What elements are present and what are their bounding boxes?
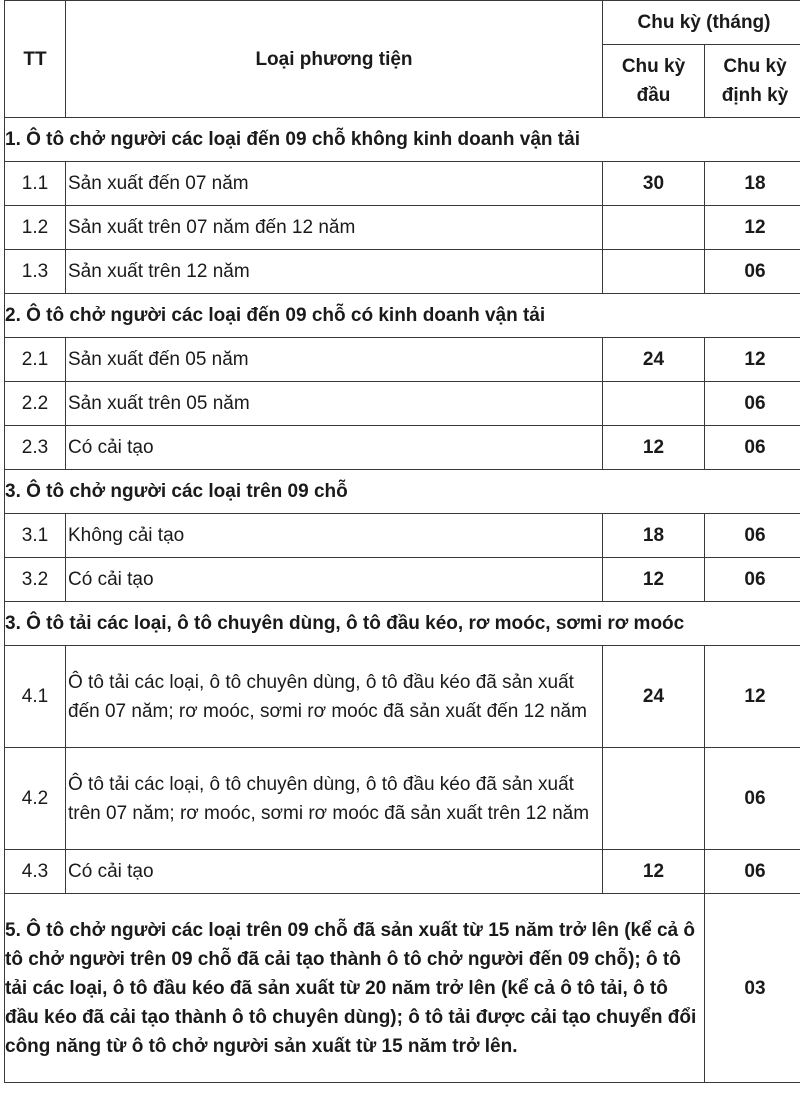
row-number: 2.1	[5, 338, 66, 382]
first-cycle-value	[603, 250, 705, 294]
row-number: 2.2	[5, 382, 66, 426]
first-cycle-value	[603, 382, 705, 426]
first-cycle-value: 12	[603, 426, 705, 470]
section-row	[5, 294, 800, 338]
vehicle-description: Ô tô tải các loại, ô tô chuyên dùng, ô tô đầu kéo đã sản xuất trên 07 năm; rơ moóc, sơmi rơ moóc đã sản xuất trên 12 năm	[66, 748, 603, 850]
first-cycle-value: 12	[603, 850, 705, 894]
periodic-cycle-value: 06	[705, 426, 800, 470]
periodic-cycle-value: 06	[705, 558, 800, 602]
periodic-cycle-value: 06	[705, 748, 800, 850]
header-tt: TT	[5, 1, 66, 118]
table-row	[5, 426, 800, 470]
header-first-cycle: Chu kỳ đầu	[603, 45, 705, 118]
table-row	[5, 162, 800, 206]
section-row	[5, 602, 800, 646]
periodic-cycle-value: 06	[705, 250, 800, 294]
first-cycle-value	[603, 206, 705, 250]
periodic-cycle-value: 18	[705, 162, 800, 206]
row-number: 1.3	[5, 250, 66, 294]
table-row	[5, 338, 800, 382]
periodic-cycle-value: 12	[705, 206, 800, 250]
table-body	[5, 118, 800, 1083]
section-title: 3. Ô tô tải các loại, ô tô chuyên dùng, ô tô đầu kéo, rơ moóc, sơmi rơ moóc	[5, 602, 800, 646]
row-number: 3.2	[5, 558, 66, 602]
section-title: 2. Ô tô chở người các loại đến 09 chỗ có kinh doanh vận tải	[5, 294, 800, 338]
first-cycle-value: 30	[603, 162, 705, 206]
table-header-row	[5, 1, 800, 45]
vehicle-description: Sản xuất trên 05 năm	[66, 382, 603, 426]
row-number: 4.3	[5, 850, 66, 894]
table-row	[5, 382, 800, 426]
vehicle-description: Có cải tạo	[66, 558, 603, 602]
section-title: 1. Ô tô chở người các loại đến 09 chỗ không kinh doanh vận tải	[5, 118, 800, 162]
first-cycle-value: 24	[603, 646, 705, 748]
first-cycle-value: 18	[603, 514, 705, 558]
table-row	[5, 250, 800, 294]
header-cycle-months: Chu kỳ (tháng)	[603, 1, 800, 45]
vehicle-description: Không cải tạo	[66, 514, 603, 558]
table-row	[5, 646, 800, 748]
vehicle-description: Sản xuất đến 05 năm	[66, 338, 603, 382]
vehicle-description: Ô tô tải các loại, ô tô chuyên dùng, ô tô đầu kéo đã sản xuất đến 07 năm; rơ moóc, sơmi rơ moóc đã sản xuất đến 12 năm	[66, 646, 603, 748]
row-number: 1.1	[5, 162, 66, 206]
vehicle-description: Sản xuất trên 07 năm đến 12 năm	[66, 206, 603, 250]
first-cycle-value: 12	[603, 558, 705, 602]
periodic-cycle-value: 06	[705, 382, 800, 426]
row-number: 3.1	[5, 514, 66, 558]
section-5-row	[5, 894, 800, 1083]
periodic-cycle-value: 06	[705, 514, 800, 558]
table-row	[5, 514, 800, 558]
periodic-cycle-value: 12	[705, 646, 800, 748]
header-periodic-cycle: Chu kỳ định kỳ	[705, 45, 800, 118]
row-number: 1.2	[5, 206, 66, 250]
section-row	[5, 470, 800, 514]
first-cycle-value	[603, 748, 705, 850]
table-row	[5, 206, 800, 250]
periodic-cycle-value: 06	[705, 850, 800, 894]
inspection-cycle-table	[4, 0, 800, 1083]
vehicle-description: Có cải tạo	[66, 426, 603, 470]
table-row	[5, 748, 800, 850]
header-vehicle-type: Loại phương tiện	[66, 1, 603, 118]
table-row	[5, 850, 800, 894]
table-row	[5, 558, 800, 602]
section-5-title: 5. Ô tô chở người các loại trên 09 chỗ đã sản xuất từ 15 năm trở lên (kể cả ô tô chở người trên 09 chỗ đã cải tạo thành ô tô chở người đến 09 chỗ); ô tô tải các loại, ô tô đầu kéo đã sản xuất từ 20 năm trở lên (kể cả ô tô tải, ô tô đầu kéo đã cải tạo thành ô tô chuyên dùng); ô tô tải được cải tạo chuyển đổi công năng từ ô tô chở người sản xuất từ 15 năm trở lên.	[5, 894, 705, 1083]
section-title: 3. Ô tô chở người các loại trên 09 chỗ	[5, 470, 800, 514]
row-number: 4.2	[5, 748, 66, 850]
periodic-cycle-value: 12	[705, 338, 800, 382]
row-number: 4.1	[5, 646, 66, 748]
first-cycle-value: 24	[603, 338, 705, 382]
row-number: 2.3	[5, 426, 66, 470]
section-5-periodic-value: 03	[705, 894, 800, 1083]
vehicle-description: Sản xuất đến 07 năm	[66, 162, 603, 206]
vehicle-description: Sản xuất trên 12 năm	[66, 250, 603, 294]
vehicle-description: Có cải tạo	[66, 850, 603, 894]
section-row	[5, 118, 800, 162]
